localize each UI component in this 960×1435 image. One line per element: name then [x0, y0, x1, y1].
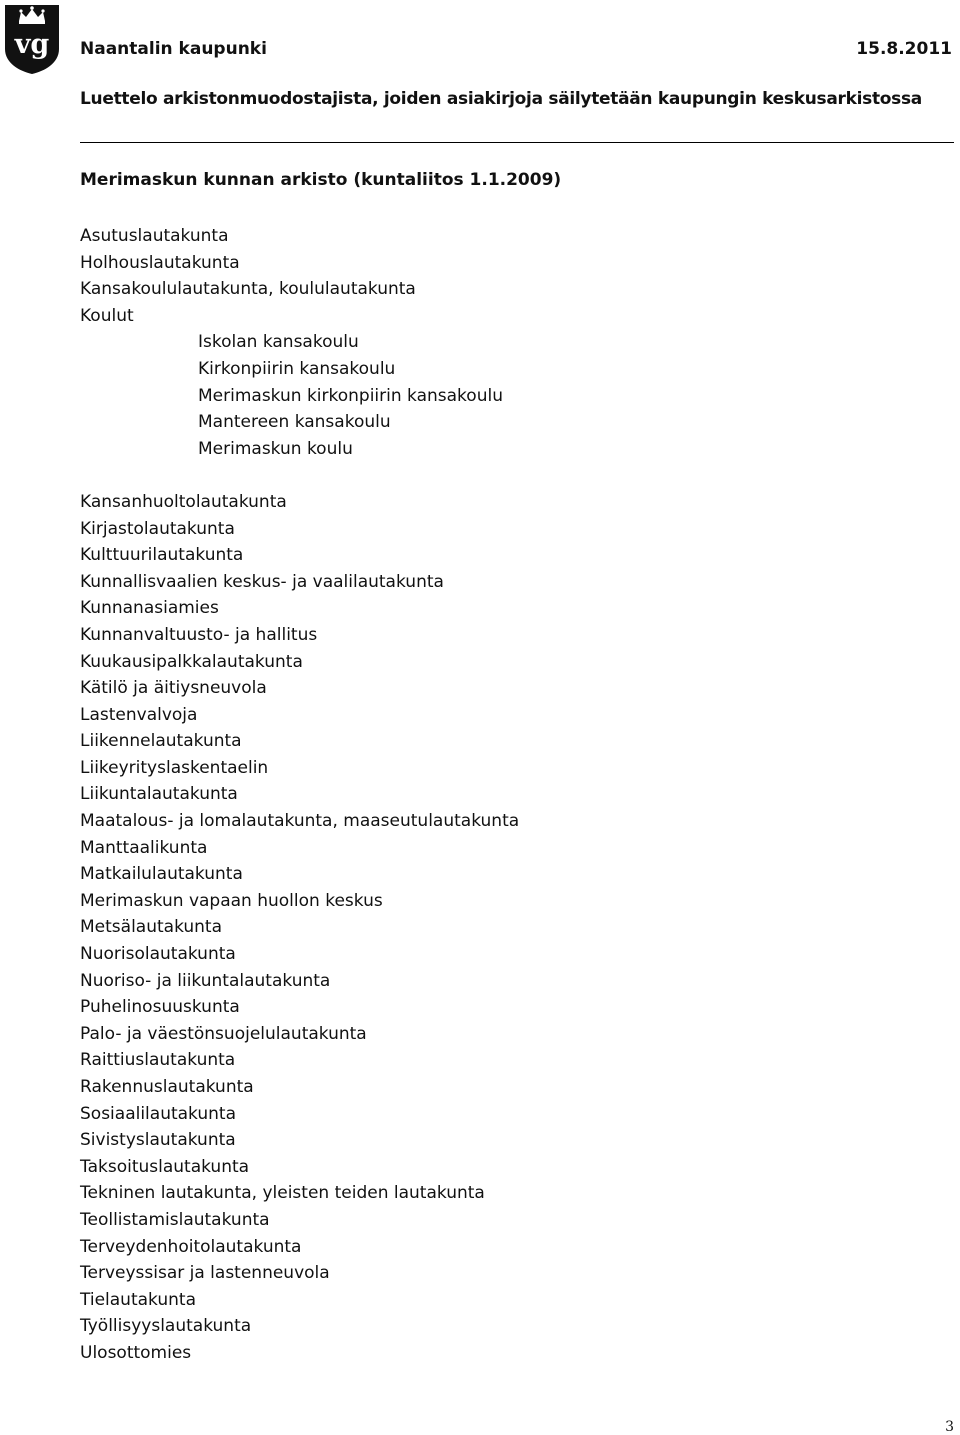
list-item: Sivistyslautakunta	[80, 1130, 236, 1151]
section-heading: Merimaskun kunnan arkisto (kuntaliitos 1.1.2009)	[80, 170, 562, 190]
list-item: Lastenvalvoja	[80, 704, 198, 725]
list-item: Terveyssisar ja lastenneuvola	[80, 1263, 330, 1284]
list-item: Kansakoululautakunta, koululautakunta	[80, 279, 416, 300]
school-item: Iskolan kansakoulu	[198, 332, 359, 353]
list-item: Merimaskun vapaan huollon keskus	[80, 890, 383, 911]
schools-group-label: Koulut	[80, 305, 134, 326]
list-item: Liikuntalautakunta	[80, 784, 238, 805]
logo-letters: vg	[14, 29, 50, 60]
school-item: Merimaskun koulu	[198, 438, 353, 459]
school-item: Merimaskun kirkonpiirin kansakoulu	[198, 385, 503, 406]
list-item: Ulosottomies	[80, 1342, 192, 1363]
list-item: Raittiuslautakunta	[80, 1050, 236, 1071]
school-item: Kirkonpiirin kansakoulu	[198, 358, 396, 379]
organization-name: Naantalin kaupunki	[80, 39, 267, 59]
list-item: Holhouslautakunta	[80, 252, 240, 273]
list-item: Terveydenhoitolautakunta	[80, 1236, 302, 1257]
list-item	[80, 303, 519, 463]
list-item: Tielautakunta	[80, 1289, 196, 1310]
list-item: Kunnanasiamies	[80, 598, 219, 619]
list-item: Metsälautakunta	[80, 917, 223, 938]
document-subtitle: Luettelo arkistonmuodostajista, joiden asiakirjoja säilytetään kaupungin keskusarkistossa	[80, 89, 922, 109]
list-item: Taksoituslautakunta	[80, 1156, 250, 1177]
school-item: Mantereen kansakoulu	[198, 412, 391, 433]
list-item: Kuukausipalkkalautakunta	[80, 651, 303, 672]
list-item: Nuorisolautakunta	[80, 944, 236, 965]
list-item: Matkailulautakunta	[80, 864, 243, 885]
list-item: Teollistamislautakunta	[80, 1209, 270, 1230]
list-item: Tekninen lautakunta, yleisten teiden lautakunta	[80, 1183, 485, 1204]
list-item: Kätilö ja äitiysneuvola	[80, 678, 267, 699]
list-item: Asutuslautakunta	[80, 226, 229, 246]
list-item: Rakennuslautakunta	[80, 1077, 254, 1097]
list-spacer	[80, 462, 519, 489]
list-item: Liikennelautakunta	[80, 731, 242, 752]
list-item: Kunnallisvaalien keskus- ja vaalilautakunta	[80, 571, 444, 592]
list-item: Palo- ja väestönsuojelulautakunta	[80, 1023, 367, 1044]
list-item: Kunnanvaltuusto- ja hallitus	[80, 624, 318, 645]
list-item: Manttaalikunta	[80, 837, 208, 858]
page-number: 3	[945, 1419, 954, 1435]
list-item: Kirjastolautakunta	[80, 518, 235, 539]
vg-crown-shield-icon	[3, 3, 61, 75]
list-item: Maatalous- ja lomalautakunta, maaseutulautakunta	[80, 811, 520, 832]
list-item: Kansanhuoltolautakunta	[80, 491, 287, 512]
list-item: Sosiaalilautakunta	[80, 1103, 237, 1124]
document-date: 15.8.2011	[856, 39, 952, 59]
list-item: Kulttuurilautakunta	[80, 545, 244, 566]
list-item: Työllisyyslautakunta	[80, 1316, 252, 1337]
archive-creator-list	[80, 223, 519, 1367]
schools-sublist	[80, 329, 519, 462]
list-item: Nuoriso- ja liikuntalautakunta	[80, 970, 331, 991]
header-divider	[80, 142, 954, 143]
list-item: Puhelinosuuskunta	[80, 997, 240, 1018]
list-item: Liikeyrityslaskentaelin	[80, 757, 269, 778]
